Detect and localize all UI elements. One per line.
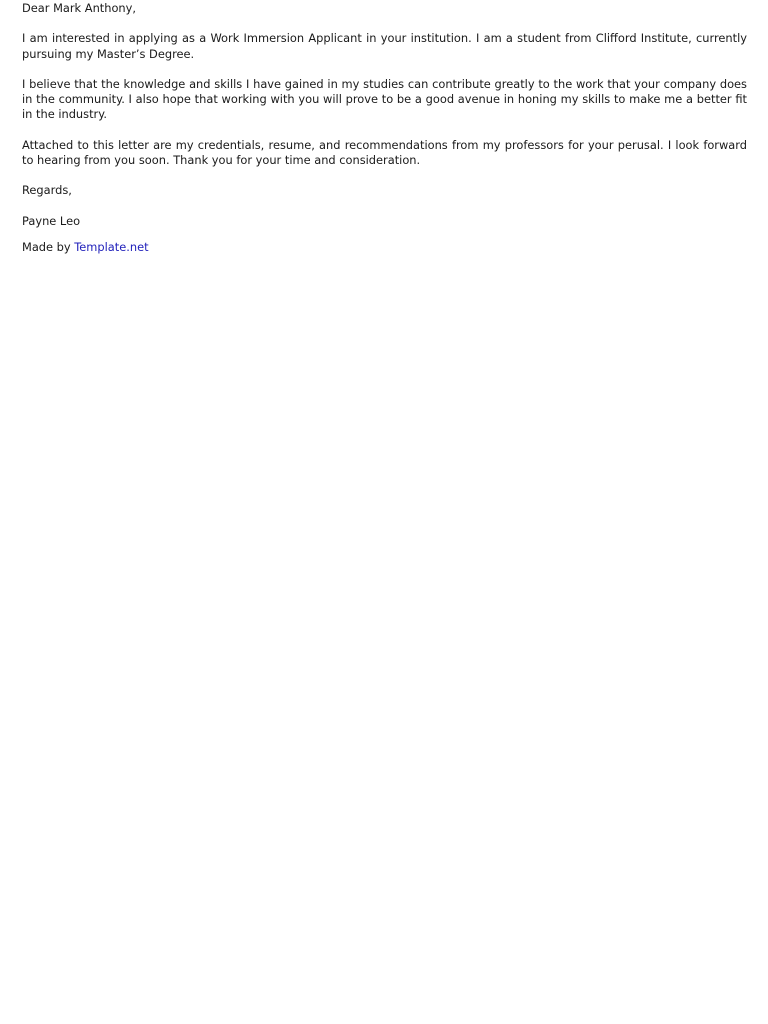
salutation: Dear Mark Anthony, bbox=[22, 1, 137, 15]
paragraph-attachments: Attached to this letter are my credentials, resume, and recommendations from my professors for your perusal. I look forward to hearing from you soon. Thank you for your time and consideration. bbox=[22, 137, 747, 168]
paragraph-intro: I am interested in applying as a Work Immersion Applicant in your institution. I am a student from Clifford Institute, currently pursuing my Master’s Degree. bbox=[22, 31, 747, 61]
made-by-label: Made by bbox=[22, 239, 71, 254]
paragraph-skills: I believe that the knowledge and skills I have gained in my studies can contribute greatly to the work that your company does in the community. I also hope that working with you will prove to be a good avenue in honing my skills to make me a better fit in the industry. bbox=[22, 76, 747, 122]
closing: Regards, bbox=[22, 183, 72, 198]
template-net-link[interactable]: Template.net bbox=[74, 239, 149, 254]
signature: Payne Leo bbox=[22, 213, 81, 228]
letter-document bbox=[22, 0, 747, 255]
made-by-credit bbox=[22, 240, 747, 255]
